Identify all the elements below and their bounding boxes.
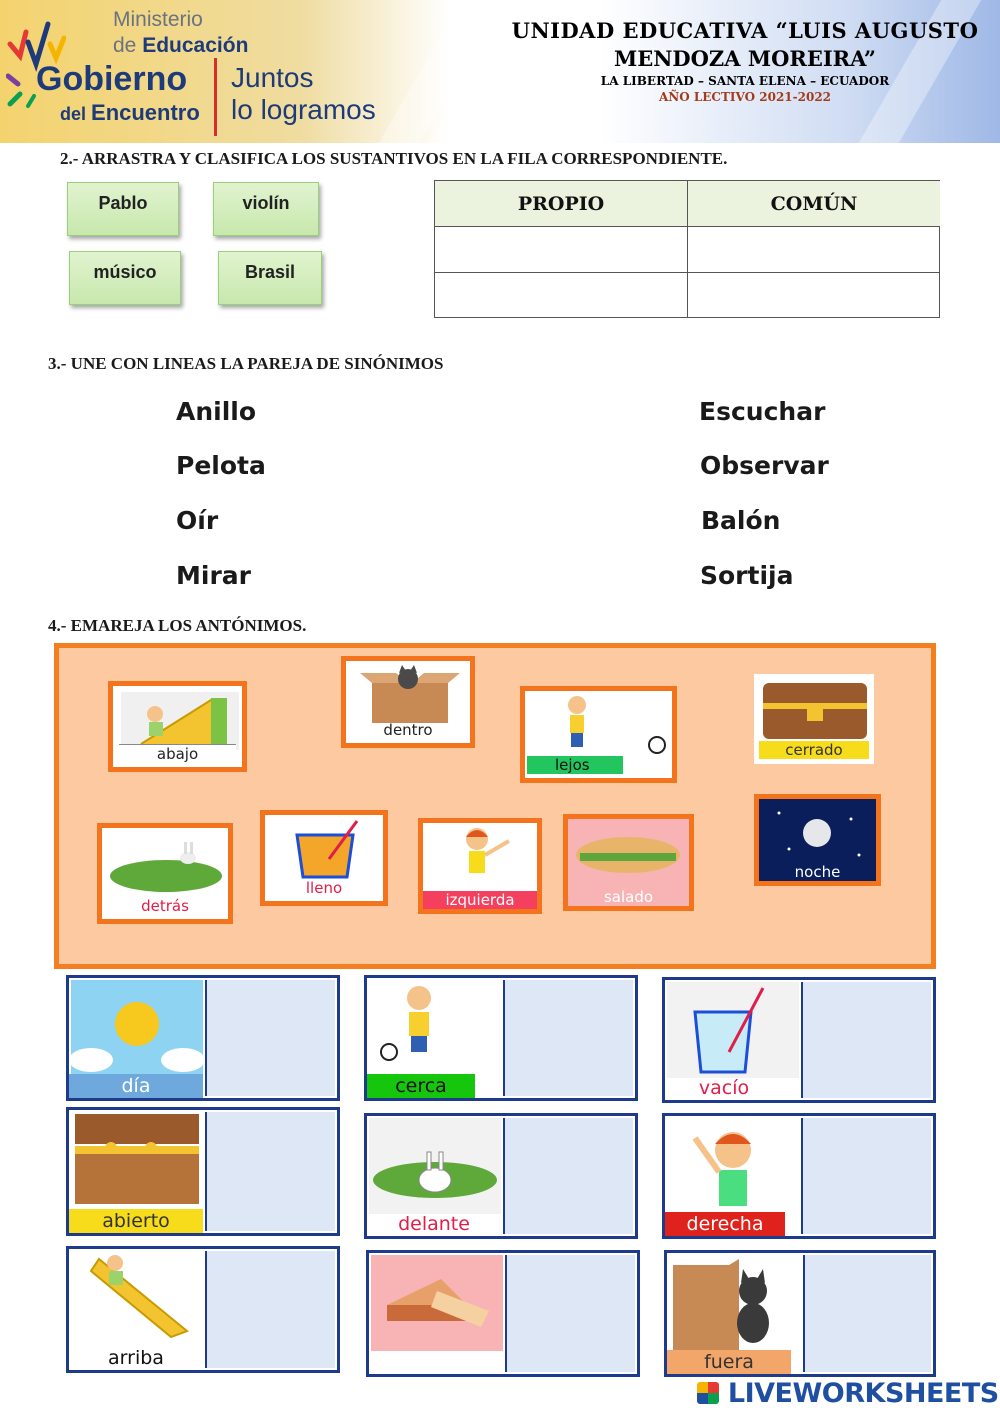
bunny-behind-bush-icon	[108, 838, 224, 894]
target-label: delante	[398, 1213, 470, 1235]
ministry-line2: de Educación	[113, 34, 249, 57]
girl-top-of-slide-icon	[71, 1251, 203, 1347]
drop-slot-comun-1[interactable]	[688, 227, 940, 273]
card-label: detrás	[141, 897, 189, 915]
classification-table	[434, 180, 940, 318]
card-label: lejos	[527, 756, 623, 774]
school-name-line1: UNIDAD EDUCATIVA “LUIS AUGUSTO	[511, 18, 979, 43]
slogan-line2: lo logramos	[231, 94, 376, 125]
drop-slot-propio-1[interactable]	[435, 227, 688, 273]
section2-title: 2.- ARRASTRA Y CLASIFICA LOS SUSTANTIVOS EN LA FILA CORRESPONDIENTE.	[60, 149, 728, 168]
antonym-pair-dia	[66, 975, 340, 1101]
drop-slot-propio-2[interactable]	[435, 273, 688, 317]
antonym-pair-arriba	[66, 1246, 340, 1373]
gobierno-line2: del Encuentro	[60, 100, 200, 125]
school-year: AÑO LECTIVO 2021-2022	[658, 90, 832, 104]
drop-target-fuera[interactable]	[803, 1255, 931, 1372]
drop-target-derecha[interactable]	[801, 1118, 931, 1234]
drop-target-vacio[interactable]	[801, 982, 931, 1098]
synonym-right-4[interactable]: Sortija	[700, 561, 794, 590]
ministry-line1: Ministerio	[113, 8, 203, 31]
drop-target-dulce[interactable]	[505, 1255, 635, 1372]
liveworksheets-logo	[697, 1378, 999, 1409]
cat-in-box-icon	[352, 665, 464, 723]
drop-target-dia[interactable]	[205, 980, 335, 1096]
slogan-line1: Juntos	[231, 62, 314, 93]
gobierno-line1: Gobierno	[36, 60, 188, 98]
table-header-comun: COMÚN	[688, 181, 940, 227]
table-header-propio: PROPIO	[435, 181, 688, 227]
card-dentro[interactable]	[341, 656, 475, 748]
target-label: día	[69, 1074, 203, 1098]
liveworksheets-grid-icon	[697, 1382, 719, 1404]
drop-target-arriba[interactable]	[205, 1251, 335, 1368]
antonym-pair-vacio	[662, 977, 936, 1103]
drop-slot-comun-2[interactable]	[688, 273, 940, 317]
closed-chest-icon	[759, 679, 871, 741]
card-label: dentro	[383, 721, 433, 739]
section4-title: 4.- EMAREJA LOS ANTÓNIMOS.	[48, 616, 307, 635]
drop-target-delante[interactable]	[503, 1118, 633, 1234]
card-lejos[interactable]	[520, 686, 677, 783]
noun-chip-musico[interactable]: músico	[69, 251, 181, 305]
school-location: LA LIBERTAD – SANTA ELENA – ECUADOR	[600, 74, 890, 88]
target-label: arriba	[108, 1347, 164, 1369]
card-detras[interactable]	[97, 823, 233, 924]
noun-chip-violin[interactable]: violín	[213, 182, 319, 236]
bunny-in-front-of-bush-icon	[369, 1118, 501, 1214]
antonym-pair-delante	[364, 1113, 638, 1239]
school-name-line2: MENDOZA MOREIRA”	[613, 46, 877, 71]
noun-chip-pablo[interactable]: Pablo	[67, 182, 179, 236]
card-noche[interactable]	[754, 794, 881, 886]
section3-title: 3.- UNE CON LINEAS LA PAREJA DE SINÓNIMOS	[48, 354, 444, 373]
card-salado[interactable]	[563, 814, 694, 911]
slide-icon	[121, 692, 239, 750]
boy-raising-right-hand-icon	[667, 1118, 799, 1214]
target-label: abierto	[69, 1209, 203, 1233]
cake-icon	[371, 1255, 503, 1351]
drop-target-abierto[interactable]	[205, 1112, 335, 1231]
header-divider	[214, 58, 217, 136]
antonym-pair-fuera	[664, 1250, 936, 1377]
noun-chip-brasil[interactable]: Brasil	[218, 251, 322, 305]
girl-pointing-left-icon	[433, 823, 529, 887]
card-izquierda[interactable]	[418, 818, 542, 914]
card-lleno[interactable]	[260, 810, 388, 906]
boy-far-from-ball-icon	[535, 693, 671, 755]
card-label: cerrado	[759, 741, 869, 759]
target-label: fuera	[667, 1350, 791, 1374]
card-label: izquierda	[423, 891, 537, 909]
cat-outside-box-icon	[669, 1255, 801, 1351]
target-label: dulce	[410, 1351, 462, 1373]
synonym-left-1[interactable]: Anillo	[176, 397, 257, 426]
empty-glass-icon	[667, 982, 799, 1078]
antonym-pair-dulce	[366, 1250, 640, 1377]
synonym-left-2[interactable]: Pelota	[176, 451, 266, 480]
drop-target-cerca[interactable]	[503, 980, 633, 1096]
card-cerrado[interactable]	[754, 674, 874, 764]
full-glass-icon	[285, 819, 365, 879]
synonym-right-2[interactable]: Observar	[700, 451, 829, 480]
target-label: vacío	[698, 1077, 750, 1099]
sun-icon	[71, 980, 203, 1076]
card-abajo[interactable]	[108, 681, 247, 772]
liveworksheets-brand-text: LIVEWORKSHEETS	[727, 1378, 999, 1409]
target-label: derecha	[665, 1212, 785, 1236]
card-label: abajo	[119, 744, 236, 763]
open-chest-icon	[71, 1112, 203, 1208]
antonym-pair-cerca	[364, 975, 638, 1101]
antonym-pair-abierto	[66, 1107, 340, 1236]
target-label: cerca	[367, 1074, 475, 1098]
card-label: salado	[603, 888, 654, 906]
synonym-right-1[interactable]: Escuchar	[699, 397, 826, 426]
synonym-left-4[interactable]: Mirar	[176, 561, 251, 590]
antonym-pair-derecha	[662, 1113, 936, 1239]
card-label: noche	[794, 863, 841, 881]
synonym-left-3[interactable]: Oír	[176, 506, 219, 535]
boy-near-ball-icon	[369, 980, 501, 1076]
synonym-right-3[interactable]: Balón	[701, 506, 781, 535]
card-label: lleno	[305, 879, 343, 897]
